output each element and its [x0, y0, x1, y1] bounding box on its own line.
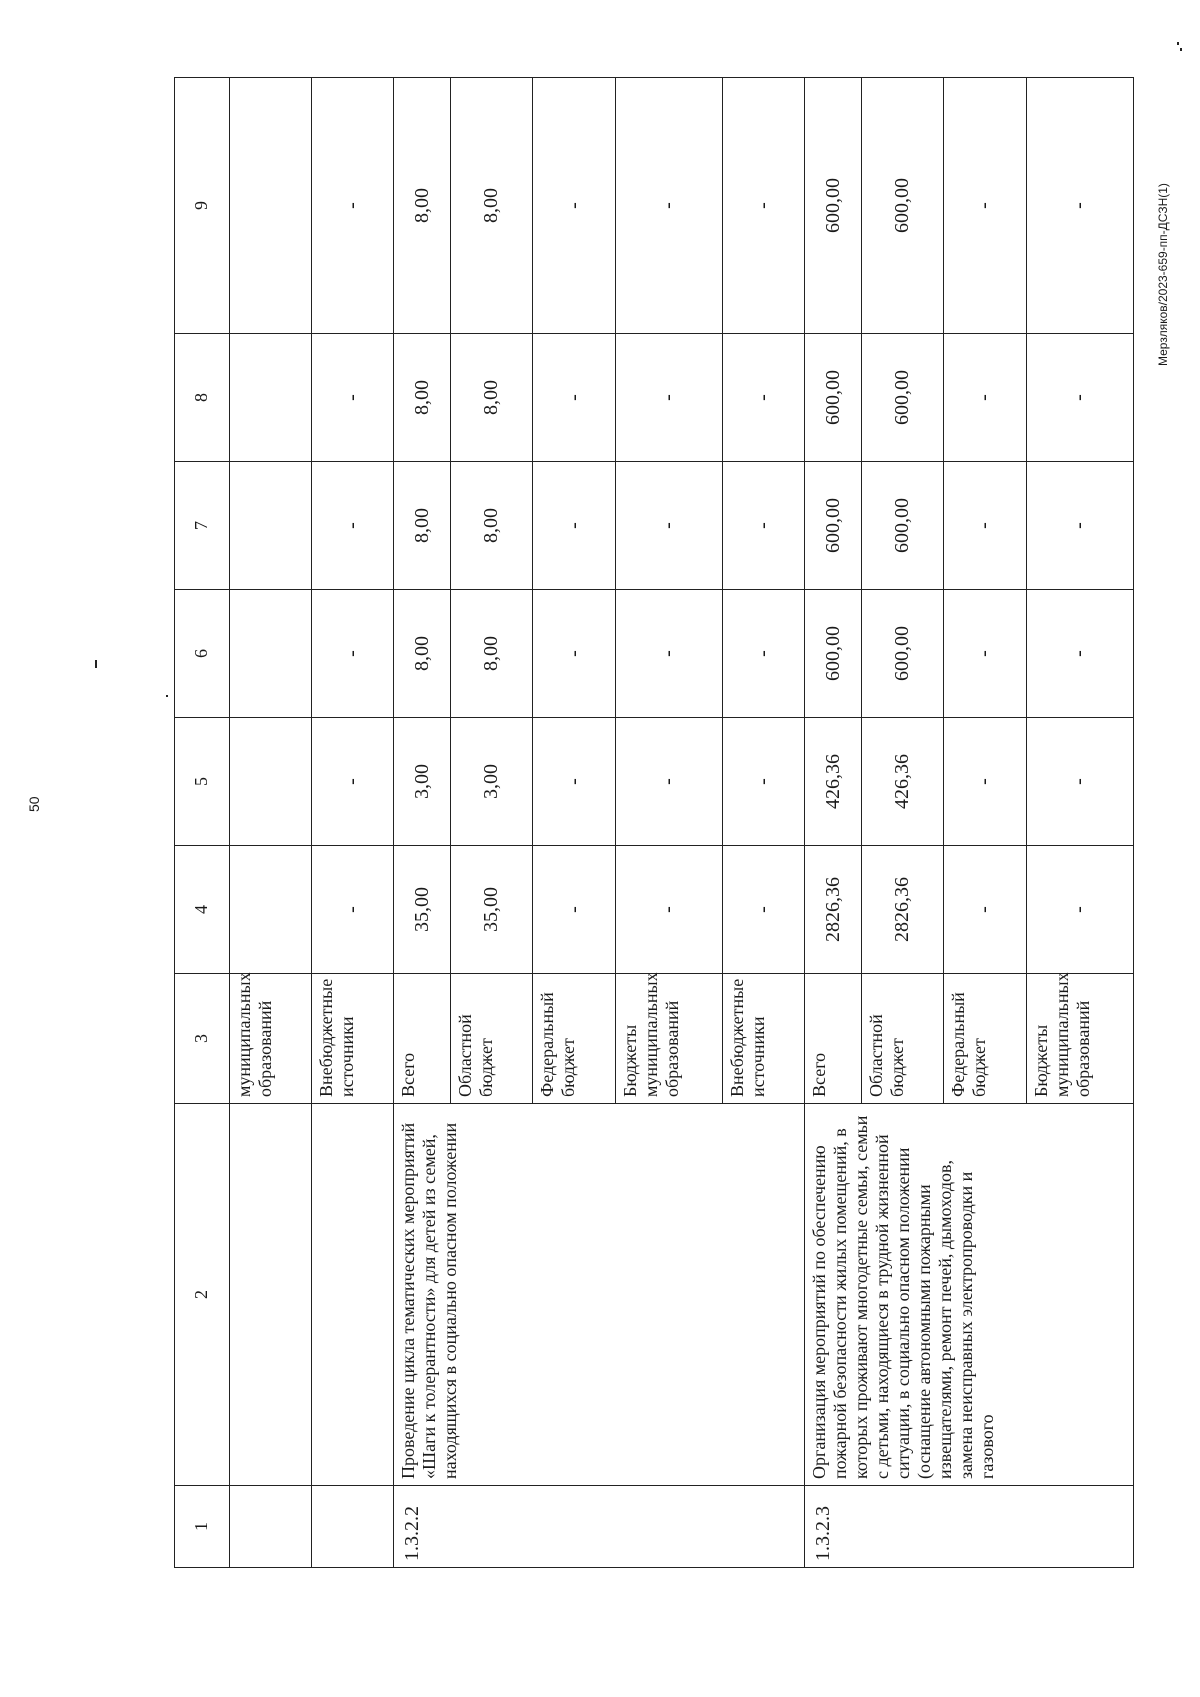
- value-cell-col6: 8,00: [451, 590, 533, 718]
- scan-speck: [166, 695, 168, 697]
- source-cell: Бюджеты муниципальных образований: [1026, 974, 1133, 1104]
- value-cell-col6: [229, 590, 311, 718]
- value-cell-col9: -: [1026, 78, 1133, 334]
- value-cell-col4: -: [944, 846, 1026, 974]
- source-cell: муниципальных образований: [229, 974, 311, 1104]
- header-cell-4: 4: [175, 846, 230, 974]
- value-cell-col5: -: [615, 718, 722, 846]
- header-cell-2: 2: [175, 1104, 230, 1486]
- value-cell-col4: 35,00: [394, 846, 451, 974]
- value-cell-col9: -: [722, 78, 804, 334]
- header-cell-3: 3: [175, 974, 230, 1104]
- value-cell-col6: 600,00: [862, 590, 944, 718]
- item-code: 1.3.2.3: [805, 1486, 1134, 1568]
- value-cell-col4: -: [1026, 846, 1133, 974]
- header-cell-7: 7: [175, 462, 230, 590]
- table-row: [805, 78, 862, 1568]
- value-cell-col7: -: [1026, 462, 1133, 590]
- value-cell-col9: -: [944, 78, 1026, 334]
- value-cell-col5: 3,00: [394, 718, 451, 846]
- scan-speck: [1177, 42, 1179, 45]
- value-cell-col8: -: [311, 334, 393, 462]
- rotated-table-container: [174, 78, 1134, 1568]
- value-cell-col8: -: [944, 334, 1026, 462]
- value-cell-col9: -: [615, 78, 722, 334]
- value-cell-col4: -: [615, 846, 722, 974]
- value-cell-col7: -: [311, 462, 393, 590]
- value-cell-col8: 600,00: [862, 334, 944, 462]
- value-cell-col7: -: [722, 462, 804, 590]
- value-cell-col6: 600,00: [805, 590, 862, 718]
- value-cell-col9: 600,00: [862, 78, 944, 334]
- value-cell-col9: -: [533, 78, 615, 334]
- code-cell: [229, 1486, 311, 1568]
- value-cell-col8: 8,00: [451, 334, 533, 462]
- value-cell-col4: 35,00: [451, 846, 533, 974]
- value-cell-col6: -: [533, 590, 615, 718]
- header-cell-6: 6: [175, 590, 230, 718]
- page-number: 50: [26, 796, 42, 812]
- value-cell-col8: -: [722, 334, 804, 462]
- value-cell-col5: -: [533, 718, 615, 846]
- value-cell-col5: -: [722, 718, 804, 846]
- value-cell-col4: 2826,36: [862, 846, 944, 974]
- value-cell-col7: 600,00: [862, 462, 944, 590]
- value-cell-col7: 8,00: [451, 462, 533, 590]
- document-reference: Мерзляков/2023-659-пп-ДСЗН(1): [1156, 183, 1170, 366]
- value-cell-col6: -: [722, 590, 804, 718]
- source-cell: Федеральный бюджет: [944, 974, 1026, 1104]
- source-cell: Внебюджетные источники: [311, 974, 393, 1104]
- value-cell-col7: -: [533, 462, 615, 590]
- scan-speck: [95, 660, 97, 668]
- code-cell: [311, 1486, 393, 1568]
- source-cell: Областной бюджет: [862, 974, 944, 1104]
- header-cell-8: 8: [175, 334, 230, 462]
- value-cell-col4: -: [722, 846, 804, 974]
- value-cell-col8: 600,00: [805, 334, 862, 462]
- description-cell: [229, 1104, 311, 1486]
- value-cell-col8: [229, 334, 311, 462]
- description-cell: [311, 1104, 393, 1486]
- value-cell-col4: 2826,36: [805, 846, 862, 974]
- value-cell-col5: 426,36: [862, 718, 944, 846]
- value-cell-col4: [229, 846, 311, 974]
- source-cell: Бюджеты муниципальных образований: [615, 974, 722, 1104]
- value-cell-col7: 8,00: [394, 462, 451, 590]
- value-cell-col9: 8,00: [394, 78, 451, 334]
- item-description: Организация мероприятий по обеспечению пожарной безопасности жилых помещений, в которых проживают многодетные семьи, семьи с детьми, находящиеся в трудной жизненной ситуации, в социально опасном положении (оснащение автономными пожарными извещателями, ремонт печей, дымоходов, замена неисправных электропроводки и газового: [805, 1104, 1134, 1486]
- budget-table: [174, 77, 1134, 1568]
- value-cell-col9: -: [311, 78, 393, 334]
- value-cell-col5: -: [1026, 718, 1133, 846]
- value-cell-col4: -: [311, 846, 393, 974]
- item-description: Проведение цикла тематических мероприятий «Шаги к толерантности» для детей из семей, находящихся в социально опасном положении: [394, 1104, 805, 1486]
- value-cell-col9: 8,00: [451, 78, 533, 334]
- source-cell: Федеральный бюджет: [533, 974, 615, 1104]
- header-cell-9: 9: [175, 78, 230, 334]
- value-cell-col8: -: [533, 334, 615, 462]
- value-cell-col8: -: [615, 334, 722, 462]
- table-header-row: [175, 78, 230, 1568]
- value-cell-col7: -: [615, 462, 722, 590]
- table-row: [311, 78, 393, 1568]
- value-cell-col9: [229, 78, 311, 334]
- value-cell-col6: -: [1026, 590, 1133, 718]
- value-cell-col5: -: [311, 718, 393, 846]
- value-cell-col7: [229, 462, 311, 590]
- source-cell: Областной бюджет: [451, 974, 533, 1104]
- source-cell: Всего: [394, 974, 451, 1104]
- value-cell-col5: [229, 718, 311, 846]
- table-row: [229, 78, 311, 1568]
- value-cell-col6: -: [615, 590, 722, 718]
- value-cell-col8: 8,00: [394, 334, 451, 462]
- value-cell-col5: 426,36: [805, 718, 862, 846]
- value-cell-col4: -: [533, 846, 615, 974]
- value-cell-col8: -: [1026, 334, 1133, 462]
- table-row: [394, 78, 451, 1568]
- value-cell-col6: -: [311, 590, 393, 718]
- header-cell-1: 1: [175, 1486, 230, 1568]
- source-cell: Внебюджетные источники: [722, 974, 804, 1104]
- value-cell-col9: 600,00: [805, 78, 862, 334]
- header-cell-5: 5: [175, 718, 230, 846]
- scan-speck: [1180, 48, 1182, 51]
- value-cell-col5: -: [944, 718, 1026, 846]
- value-cell-col6: 8,00: [394, 590, 451, 718]
- value-cell-col5: 3,00: [451, 718, 533, 846]
- value-cell-col7: 600,00: [805, 462, 862, 590]
- item-code: 1.3.2.2: [394, 1486, 805, 1568]
- value-cell-col7: -: [944, 462, 1026, 590]
- value-cell-col6: -: [944, 590, 1026, 718]
- source-cell: Всего: [805, 974, 862, 1104]
